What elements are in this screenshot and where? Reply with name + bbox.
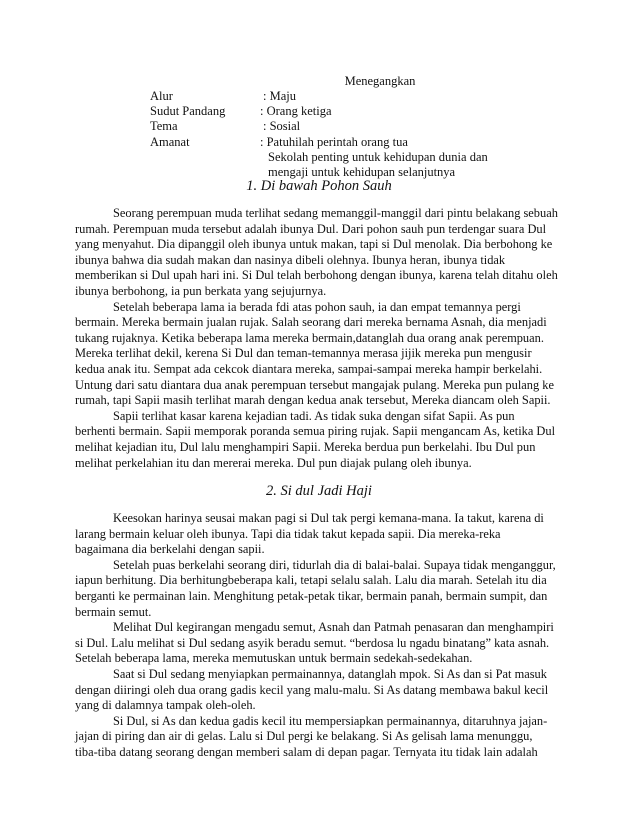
meta-value: : Maju (263, 89, 296, 103)
paragraph (75, 300, 563, 409)
text-line: bermain semut. (75, 604, 152, 619)
paragraph (75, 206, 563, 300)
paragraph (75, 409, 563, 471)
meta-key: Tema (150, 119, 178, 134)
paragraph (75, 714, 563, 761)
text-line: memberikan si Dul upah hari ini. Si Dul telah berbohong dengan ibunya, karena telah ditahu oleh (75, 268, 558, 283)
section-1-body (75, 206, 563, 471)
story-elements (150, 89, 488, 180)
text-line: jajan di piring dan air di gelas. Lalu si Dul pergi ke belakang. Si As gelisah lama menunggu, (75, 729, 533, 744)
text-line: Untung dari satu diantara dua anak perempuan tersebut mangajak pulang. Mereka pun pulang ke (75, 377, 554, 392)
text-line: bagaimana dia berkelahi dengan sapii. (75, 542, 265, 557)
paragraph (75, 620, 563, 667)
text-line: yang di dalamnya tampak oleh-oleh. (75, 698, 256, 713)
text-line: larang bermain keluar oleh ibunya. Tapi dia tidak takut kepada sapii. Dia mereka-reka (75, 526, 501, 541)
text-line: kedua anak itu. Sempat ada cekcok diantara mereka, sampai-sampai mereka hampir berkelahi. (75, 361, 543, 376)
section-2-title: 2. Si dul Jadi Haji (266, 483, 372, 499)
amanat-extra-line: mengaji untuk kehidupan selanjutnya (268, 165, 456, 180)
text-line: tiba-tiba datang seorang dengan memberi salam di depan pagar. Ternyata itu tidak lain adalah (75, 744, 538, 759)
text-line: Sapii terlihat kasar karena kejadian tadi. As tidak suka dengan sifat Sapii. As pun (113, 408, 515, 423)
meta-row-amanat (150, 135, 488, 150)
text-line: rumah, tapi Sapii masih terlihat marah dengan kedua anak tersebut, Mereka diancam oleh Sapii. (75, 393, 551, 408)
meta-value: : Orang ketiga (260, 104, 332, 119)
text-line: bermain. Mereka bermain jualan rujak. Salah seorang dari mereka bernama Asnah, dia menjadi (75, 315, 547, 330)
meta-row-sudut-pandang (150, 104, 488, 119)
text-line: tukang rujaknya. Ketika beberapa lama mereka bermain,datanglah dua orang anak perempuan. (75, 330, 544, 345)
text-line: Keesokan harinya seusai makan pagi si Dul tak pergi kemana-mana. Ia takut, karena di (113, 511, 544, 525)
meta-value: : Sosial (263, 119, 301, 134)
text-line: melihat perkelahian itu dan mererai mereka. Dul pun diajak pulang oleh ibunya. (75, 455, 472, 470)
meta-value: : Patuhilah perintah orang tua (260, 134, 408, 149)
section-2-body (75, 511, 563, 761)
meta-row-alur (150, 89, 488, 104)
amanat-extra-line: Sekolah penting untuk kehidupan dunia dan (268, 149, 488, 164)
text-line: Setelah beberapa lama ia berada fdi atas pohon sauh, ia dan empat temannya pergi (113, 299, 521, 314)
text-line: berganti ke permainan lain. Menghitung petak-petak tikar, bermain panah, bermain sumpit, dan (75, 588, 548, 603)
paragraph (75, 511, 563, 558)
text-line: Mereka terlihat dekil, kerena Si Dul dan teman-temannya merasa jijik mereka pun mengusir (75, 346, 532, 361)
text-line: ibunya berbohong, ia pun berkata yang sejujurnya. (75, 283, 327, 298)
text-line: ibunya bahwa dia sudah makan dan nasinya dibeli olehnya. Ibunya heran, ibunya tidak (75, 252, 506, 267)
meta-row-tema (150, 119, 488, 134)
text-line: Setelah beberapa lama, mereka memutuskan untuk bermain sedekah-sedekahan. (75, 651, 473, 666)
paragraph (75, 667, 563, 714)
meta-key: Sudut Pandang (150, 104, 226, 119)
section-1-title: 1. Di bawah Pohon Sauh (246, 178, 392, 194)
text-line: Melihat Dul kegirangan mengadu semut, Asnah dan Patmah penasaran dan menghampiri (113, 620, 554, 635)
text-line: dengan diiringi oleh dua orang gadis kecil yang malu-malu. Si As datang membawa bakul kecil (75, 682, 549, 697)
text-line: melihat kejadian itu, Dul lalu menghampiri Sapii. Mereka berdua pun berkelahi. Ibu Dul pun (75, 439, 536, 454)
text-line: berhenti bermain. Sapii memporak poranda semua piring rujak. Sapii mengancam As, ketika Dul (75, 424, 556, 439)
meta-key: Alur (150, 89, 173, 103)
text-line: Seorang perempuan muda terlihat sedang memanggil-manggil dari pintu belakang sebuah (113, 206, 558, 220)
text-line: Si Dul, si As dan kedua gadis kecil itu mempersiapkan permainannya, ditaruhnya jajan- (113, 713, 548, 728)
text-line: Setelah puas berkelahi seorang diri, tidurlah dia di balai-balai. Supaya tidak menganggur, (113, 557, 556, 572)
paragraph (75, 558, 563, 620)
text-line: yang menyahut. Dia dipanggil oleh ibunya untuk makan, tapi si Dul menolak. Dia berbohong ke (75, 237, 553, 252)
text-line: Saat si Dul sedang menyiapkan permainannya, datanglah mpok. Si As dan si Pat masuk (113, 666, 547, 681)
text-line: si Dul. Lalu melihat si Dul sedang asyik beradu semut. “berdosa lu ngadu binatang” kata asnah. (75, 635, 550, 650)
text-line: rumah. Perempuan muda tersebut adalah ibunya Dul. Dari pohon sauh pun terdengar suara Dul (75, 221, 547, 236)
meta-key: Amanat (150, 134, 190, 149)
top-label: Menegangkan (344, 74, 416, 88)
text-line: iapun berhitung. Dia berhitungbeberapa kali, tetapi selalu salah. Lalu dia marah. Setelah itu dia (75, 573, 547, 588)
